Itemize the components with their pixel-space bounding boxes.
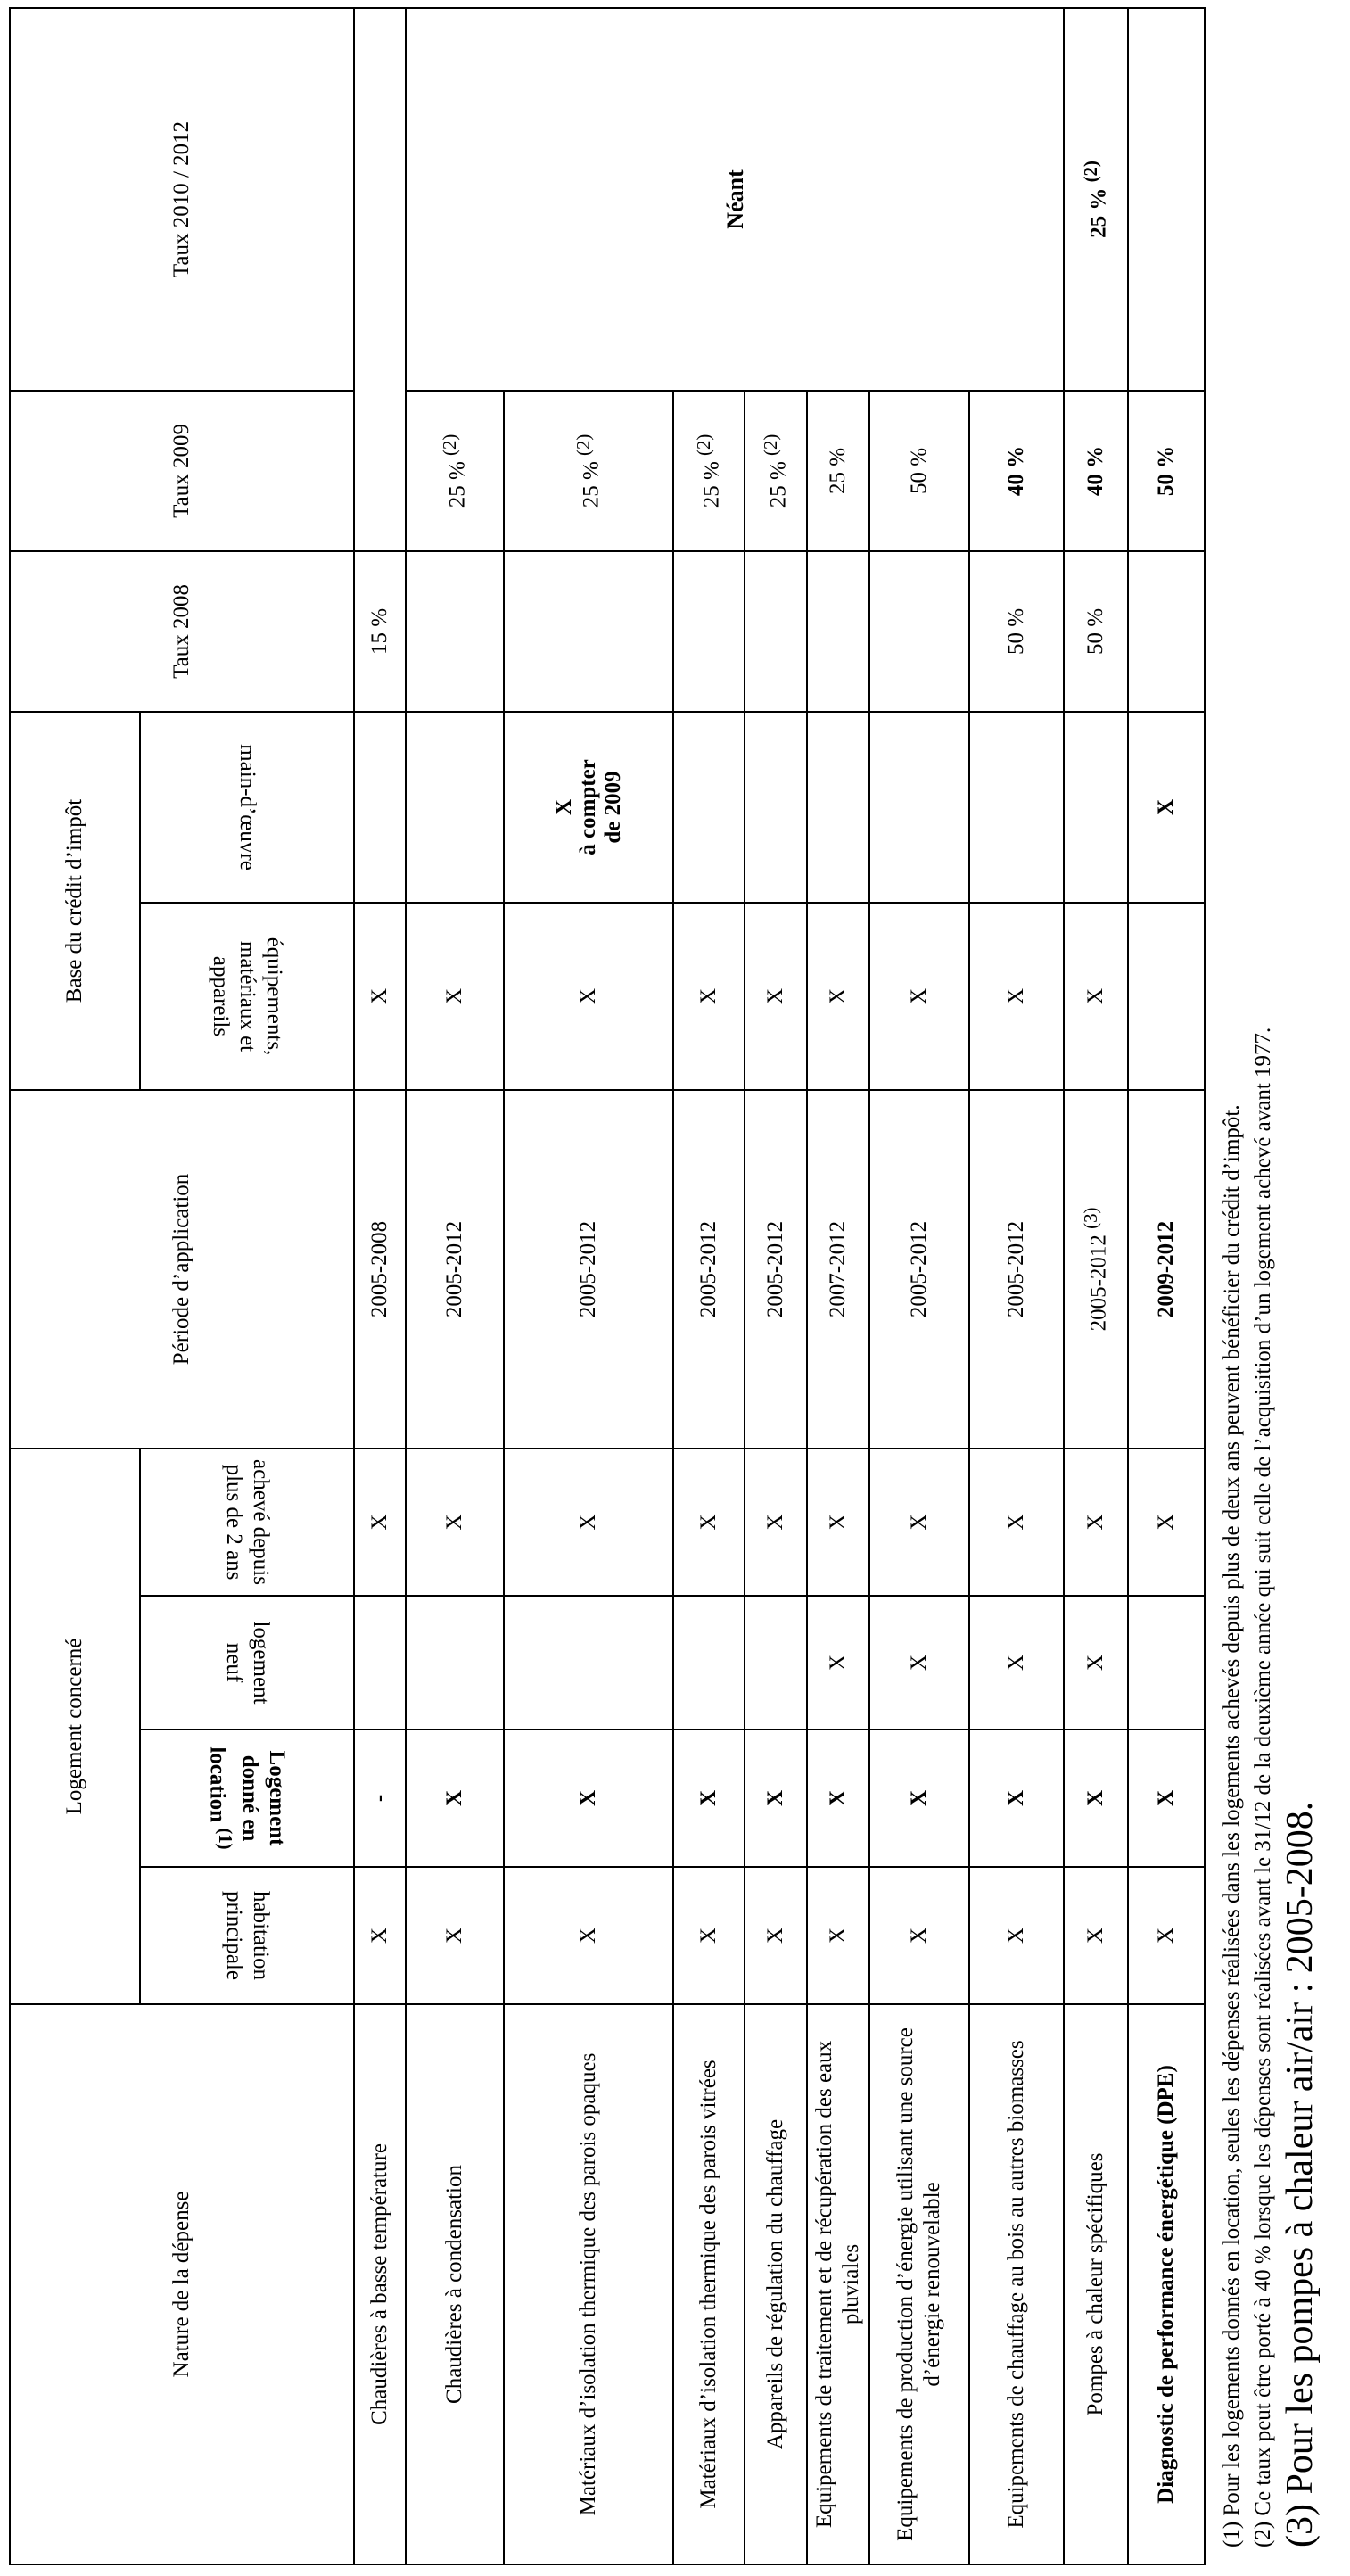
taux-2008-cell: 15 % xyxy=(354,551,406,712)
habitation-cell: X xyxy=(504,1867,673,2004)
acheve-cell: X xyxy=(504,1449,673,1596)
header-logement: Logement concerné xyxy=(10,1449,140,2004)
tax-credit-table xyxy=(9,7,1206,2565)
taux-2009-cell: 25 % $^{(2)}$ xyxy=(504,391,673,551)
header-taux-2009: Taux 2009 xyxy=(10,391,354,551)
header-acheve: achevé depuis plus de 2 ans xyxy=(140,1449,354,1596)
main-oeuvre-cell xyxy=(807,712,869,903)
main-oeuvre-cell xyxy=(1064,712,1128,903)
header-equipements: équipements, matériaux et appareils xyxy=(140,903,354,1090)
location-cell: X xyxy=(1128,1730,1205,1867)
location-cell: - xyxy=(354,1730,406,1867)
footnote-2: (2) Ce taux peut être porté à 40 % lorsque les dépenses sont réalisées avant le 31/12 de la deuxième année qui suit celle de l’acquisition d’un logement achevé avant 1977. xyxy=(1251,1027,1275,2547)
nature-cell: Equipements de production d’énergie utilisant une source d’énergie renouvelable xyxy=(869,2004,969,2564)
header-habitation: habitation principale xyxy=(140,1867,354,2004)
taux-2009-cell: 50 % xyxy=(869,391,969,551)
taux-2008-cell xyxy=(406,551,504,712)
header-location-label: Logement donné en location xyxy=(205,1746,290,1846)
nature-cell: Diagnostic de performance énergétique (DPE) xyxy=(1128,2004,1205,2564)
acheve-cell: X xyxy=(1064,1449,1128,1596)
footnote-ref-2: (2) xyxy=(1080,161,1102,183)
location-cell: X xyxy=(969,1730,1064,1867)
taux-2008-cell xyxy=(1128,551,1205,712)
taux-2009-cell: 25 % $^{(2)}$ xyxy=(745,391,807,551)
neuf-cell xyxy=(504,1596,673,1730)
main-oeuvre-cell xyxy=(969,712,1064,903)
equipements-cell: X xyxy=(673,903,745,1090)
acheve-cell: X xyxy=(354,1449,406,1596)
equipements-cell: X xyxy=(807,903,869,1090)
equipements-cell xyxy=(1128,903,1205,1090)
header-location xyxy=(140,1730,354,1867)
acheve-cell: X xyxy=(745,1449,807,1596)
table-row xyxy=(406,8,504,2564)
nature-cell: Pompes à chaleur spécifiques xyxy=(1064,2004,1128,2564)
nature-cell: Equipements de traitement et de récupération des eaux pluviales xyxy=(807,2004,869,2564)
header-neuf: logement neuf xyxy=(140,1596,354,1730)
periode-cell: 2005-2012 xyxy=(504,1090,673,1449)
acheve-cell: X xyxy=(869,1449,969,1596)
taux-2009-2010-cell xyxy=(354,8,406,551)
acheve-cell: X xyxy=(969,1449,1064,1596)
location-cell: X xyxy=(406,1730,504,1867)
main-oeuvre-cell xyxy=(673,712,745,903)
neant-cell: Néant xyxy=(406,8,1064,391)
table-row xyxy=(1064,8,1128,2564)
table-row xyxy=(504,8,673,2564)
main-oeuvre-cell xyxy=(354,712,406,903)
habitation-cell: X xyxy=(1128,1867,1205,2004)
acheve-cell: X xyxy=(673,1449,745,1596)
periode-cell: 2009-2012 xyxy=(1128,1090,1205,1449)
equipements-cell: X xyxy=(504,903,673,1090)
taux-2009-cell: 50 % xyxy=(1128,391,1205,551)
table-row xyxy=(807,8,869,2564)
location-cell: X xyxy=(504,1730,673,1867)
taux-2008-cell xyxy=(504,551,673,712)
neuf-cell xyxy=(1128,1596,1205,1730)
nature-cell: Equipements de chauffage au bois au autres biomasses xyxy=(969,2004,1064,2564)
header-base: Base du crédit d’impôt xyxy=(10,712,140,1090)
header-periode: Période d’application xyxy=(10,1090,354,1449)
periode-cell: 2005-2012 xyxy=(869,1090,969,1449)
periode-cell: 2005-2012 xyxy=(406,1090,504,1449)
neuf-cell xyxy=(745,1596,807,1730)
footnote-ref-2: (2) xyxy=(692,433,714,456)
neuf-cell xyxy=(673,1596,745,1730)
footnote-ref-3: (3) xyxy=(1080,1207,1102,1229)
main-oeuvre-cell: X xyxy=(1128,712,1205,903)
main-oeuvre-cell: X à compter de 2009 xyxy=(504,712,673,903)
footnote-ref-1: (1) xyxy=(215,1828,237,1850)
table-row xyxy=(745,8,807,2564)
taux-2008-cell: 50 % xyxy=(969,551,1064,712)
footnote-3: (3) Pour les pompes à chaleur air/air : 2005-2008. xyxy=(1280,1801,1321,2547)
taux-2008-cell xyxy=(869,551,969,712)
equipements-cell: X xyxy=(745,903,807,1090)
periode-cell: 2005-2012 xyxy=(673,1090,745,1449)
acheve-cell: X xyxy=(807,1449,869,1596)
header-taux-2010: Taux 2010 / 2012 xyxy=(10,8,354,391)
footnote-ref-2: (2) xyxy=(759,433,781,456)
acheve-cell: X xyxy=(406,1449,504,1596)
taux-2008-cell: 50 % xyxy=(1064,551,1128,712)
periode-cell: 2005-2012 xyxy=(969,1090,1064,1449)
periode-cell: 2007-2012 xyxy=(807,1090,869,1449)
neuf-cell: X xyxy=(1064,1596,1128,1730)
table-row xyxy=(1128,8,1205,2564)
nature-cell: Chaudières à condensation xyxy=(406,2004,504,2564)
habitation-cell: X xyxy=(969,1867,1064,2004)
periode-cell: 2005-2008 xyxy=(354,1090,406,1449)
neuf-cell xyxy=(406,1596,504,1730)
location-cell: X xyxy=(869,1730,969,1867)
location-cell: X xyxy=(673,1730,745,1867)
neuf-cell: X xyxy=(807,1596,869,1730)
header-main-oeuvre: main-d’œuvre xyxy=(140,712,354,903)
habitation-cell: X xyxy=(406,1867,504,2004)
neuf-cell: X xyxy=(869,1596,969,1730)
location-cell: X xyxy=(807,1730,869,1867)
main-oeuvre-cell xyxy=(869,712,969,903)
nature-cell: Matériaux d’isolation thermique des parois opaques xyxy=(504,2004,673,2564)
habitation-cell: X xyxy=(745,1867,807,2004)
neuf-cell: X xyxy=(969,1596,1064,1730)
habitation-cell: X xyxy=(673,1867,745,2004)
taux-2010-cell xyxy=(1128,8,1205,391)
habitation-cell: X xyxy=(354,1867,406,2004)
taux-2009-cell: 40 % xyxy=(969,391,1064,551)
main-oeuvre-cell xyxy=(745,712,807,903)
periode-cell: 2005-2012 xyxy=(745,1090,807,1449)
header-nature: Nature de la dépense xyxy=(10,2004,354,2564)
equipements-cell: X xyxy=(869,903,969,1090)
equipements-cell: X xyxy=(1064,903,1128,1090)
taux-2009-cell: 25 % $^{(2)}$ xyxy=(406,391,504,551)
periode-cell: 2005-2012 $^{(3)}$ xyxy=(1064,1090,1128,1449)
taux-2008-cell xyxy=(807,551,869,712)
table-row xyxy=(969,8,1064,2564)
nature-cell: Chaudières à basse température xyxy=(354,2004,406,2564)
taux-2009-cell: 25 % xyxy=(807,391,869,551)
footnote-ref-2: (2) xyxy=(438,433,460,456)
taux-2009-cell: 40 % xyxy=(1064,391,1128,551)
neuf-cell xyxy=(354,1596,406,1730)
equipements-cell: X xyxy=(406,903,504,1090)
footnote-ref-2: (2) xyxy=(572,433,594,456)
habitation-cell: X xyxy=(1064,1867,1128,2004)
header-taux-2008: Taux 2008 xyxy=(10,551,354,712)
location-cell: X xyxy=(745,1730,807,1867)
nature-cell: Appareils de régulation du chauffage xyxy=(745,2004,807,2564)
taux-2010-cell: 25 % $^{(2)}$ xyxy=(1064,8,1128,391)
equipements-cell: X xyxy=(969,903,1064,1090)
taux-2008-cell xyxy=(673,551,745,712)
nature-cell: Matériaux d’isolation thermique des parois vitrées xyxy=(673,2004,745,2564)
equipements-cell: X xyxy=(354,903,406,1090)
location-cell: X xyxy=(1064,1730,1128,1867)
taux-2009-cell: 25 % $^{(2)}$ xyxy=(673,391,745,551)
footnote-1: (1) Pour les logements donnés en location, seules les dépenses réalisées dans les logements achevés depuis plus de deux ans peuvent bénéficier du crédit d’impôt. xyxy=(1220,1104,1244,2547)
habitation-cell: X xyxy=(807,1867,869,2004)
table-row xyxy=(354,8,406,2564)
habitation-cell: X xyxy=(869,1867,969,2004)
table-row xyxy=(869,8,969,2564)
table-row xyxy=(673,8,745,2564)
taux-2008-cell xyxy=(745,551,807,712)
acheve-cell: X xyxy=(1128,1449,1205,1596)
main-oeuvre-cell xyxy=(406,712,504,903)
